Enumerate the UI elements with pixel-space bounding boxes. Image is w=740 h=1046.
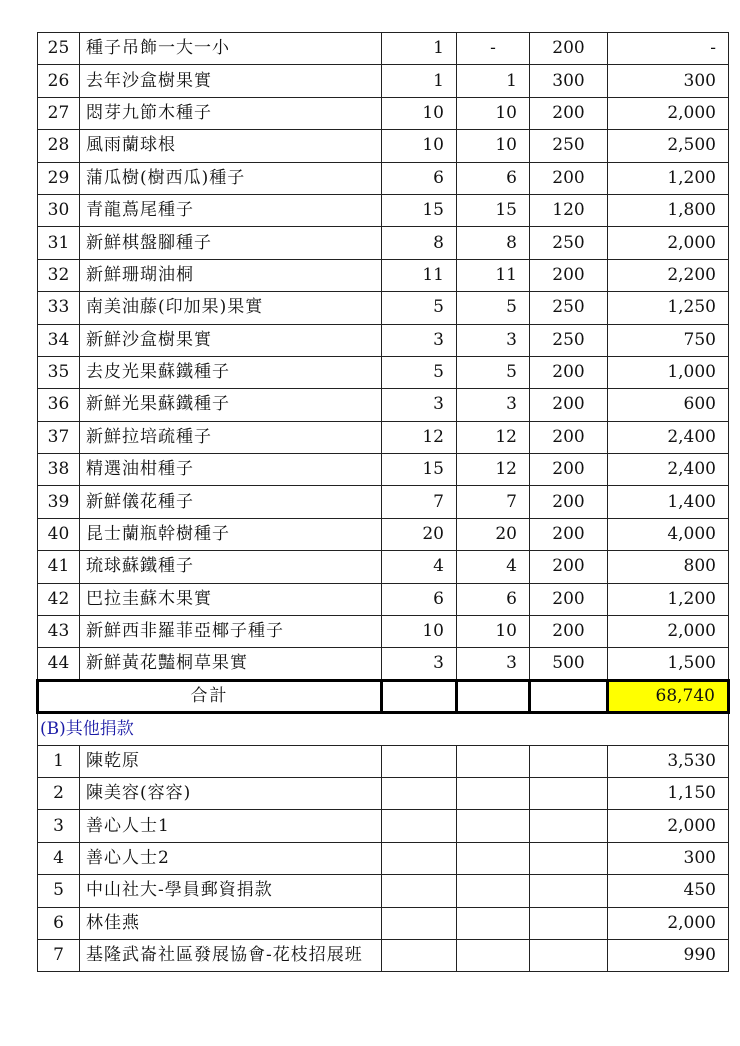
donation-amount: 2,000 — [608, 810, 729, 842]
unit-price: 200 — [530, 356, 608, 388]
unit-price: 200 — [530, 421, 608, 453]
item-name: 新鮮拉培疏種子 — [80, 421, 382, 453]
table-row — [38, 227, 729, 259]
amount: 2,400 — [608, 421, 729, 453]
item-name: 新鮮棋盤腳種子 — [80, 227, 382, 259]
row-number: 26 — [38, 65, 80, 97]
item-name: 新鮮光果蘇鐵種子 — [80, 389, 382, 421]
item-name: 新鮮儀花種子 — [80, 486, 382, 518]
quantity-1: 12 — [382, 421, 457, 453]
empty-cell — [457, 875, 530, 907]
unit-price: 200 — [530, 259, 608, 291]
empty-cell — [382, 875, 457, 907]
empty-cell — [457, 810, 530, 842]
unit-price: 250 — [530, 292, 608, 324]
section-b-title: (B)其他捐款 — [38, 713, 729, 745]
donor-name: 陳美容(容容) — [80, 777, 382, 809]
unit-price: 200 — [530, 616, 608, 648]
empty-cell — [382, 842, 457, 874]
row-number: 37 — [38, 421, 80, 453]
donation-number: 3 — [38, 810, 80, 842]
donation-amount: 2,000 — [608, 907, 729, 939]
amount: 2,400 — [608, 454, 729, 486]
quantity-1: 10 — [382, 616, 457, 648]
donor-name: 善心人士2 — [80, 842, 382, 874]
item-name: 精選油柑種子 — [80, 454, 382, 486]
table-row — [38, 486, 729, 518]
item-name: 新鮮珊瑚油桐 — [80, 259, 382, 291]
amount: 2,000 — [608, 616, 729, 648]
amount: 1,500 — [608, 648, 729, 680]
unit-price: 200 — [530, 33, 608, 65]
total-empty-cell — [457, 680, 530, 712]
empty-cell — [457, 907, 530, 939]
row-number: 44 — [38, 648, 80, 680]
row-number: 25 — [38, 33, 80, 65]
quantity-1: 20 — [382, 518, 457, 550]
row-number: 34 — [38, 324, 80, 356]
quantity-1: 5 — [382, 356, 457, 388]
row-number: 36 — [38, 389, 80, 421]
unit-price: 200 — [530, 518, 608, 550]
row-number: 38 — [38, 454, 80, 486]
unit-price: 120 — [530, 194, 608, 226]
unit-price: 200 — [530, 454, 608, 486]
item-name: 風雨蘭球根 — [80, 130, 382, 162]
quantity-1: 15 — [382, 454, 457, 486]
empty-cell — [530, 777, 608, 809]
empty-cell — [382, 939, 457, 971]
table-row — [38, 33, 729, 65]
quantity-2: 1 — [457, 65, 530, 97]
unit-price: 200 — [530, 97, 608, 129]
amount: 1,400 — [608, 486, 729, 518]
total-section — [38, 680, 729, 745]
total-empty-cell — [382, 680, 457, 712]
donation-rows — [38, 745, 729, 972]
unit-price: 250 — [530, 227, 608, 259]
total-amount: 68,740 — [608, 680, 729, 712]
amount: 300 — [608, 65, 729, 97]
row-number: 42 — [38, 583, 80, 615]
table-row — [38, 194, 729, 226]
quantity-2: 10 — [457, 97, 530, 129]
amount: 2,500 — [608, 130, 729, 162]
amount: 1,200 — [608, 583, 729, 615]
quantity-2: 6 — [457, 162, 530, 194]
donation-number: 2 — [38, 777, 80, 809]
table-row — [38, 97, 729, 129]
amount: 4,000 — [608, 518, 729, 550]
item-rows — [38, 33, 729, 681]
table-row — [38, 130, 729, 162]
quantity-2: 11 — [457, 259, 530, 291]
item-name: 青龍蔦尾種子 — [80, 194, 382, 226]
donation-row — [38, 842, 729, 874]
total-label: 合計 — [38, 680, 382, 712]
item-name: 種子吊飾一大一小 — [80, 33, 382, 65]
donation-number: 7 — [38, 939, 80, 971]
sales-table — [36, 32, 730, 972]
donation-number: 1 — [38, 745, 80, 777]
item-name: 蒲瓜樹(樹西瓜)種子 — [80, 162, 382, 194]
quantity-2: 3 — [457, 648, 530, 680]
table-row — [38, 454, 729, 486]
row-number: 31 — [38, 227, 80, 259]
item-name: 去皮光果蘇鐵種子 — [80, 356, 382, 388]
quantity-1: 6 — [382, 583, 457, 615]
row-number: 43 — [38, 616, 80, 648]
quantity-2: - — [457, 33, 530, 65]
table-row — [38, 421, 729, 453]
donation-number: 5 — [38, 875, 80, 907]
table-row — [38, 65, 729, 97]
donor-name: 善心人士1 — [80, 810, 382, 842]
quantity-2: 4 — [457, 551, 530, 583]
section-b-header-row — [38, 713, 729, 745]
quantity-2: 3 — [457, 324, 530, 356]
amount: 1,000 — [608, 356, 729, 388]
quantity-2: 10 — [457, 616, 530, 648]
donation-row — [38, 875, 729, 907]
empty-cell — [530, 745, 608, 777]
table-row — [38, 259, 729, 291]
unit-price: 250 — [530, 324, 608, 356]
item-name: 去年沙盒樹果實 — [80, 65, 382, 97]
table-row — [38, 616, 729, 648]
table-row — [38, 518, 729, 550]
empty-cell — [457, 842, 530, 874]
donation-row — [38, 810, 729, 842]
quantity-2: 3 — [457, 389, 530, 421]
unit-price: 200 — [530, 389, 608, 421]
empty-cell — [457, 745, 530, 777]
table-row — [38, 389, 729, 421]
empty-cell — [382, 777, 457, 809]
amount: 800 — [608, 551, 729, 583]
row-number: 40 — [38, 518, 80, 550]
row-number: 27 — [38, 97, 80, 129]
amount: 600 — [608, 389, 729, 421]
quantity-2: 7 — [457, 486, 530, 518]
empty-cell — [530, 939, 608, 971]
unit-price: 200 — [530, 551, 608, 583]
item-name: 新鮮黃花豔桐草果實 — [80, 648, 382, 680]
table-row — [38, 292, 729, 324]
donation-row — [38, 907, 729, 939]
empty-cell — [530, 810, 608, 842]
row-number: 28 — [38, 130, 80, 162]
donation-amount: 1,150 — [608, 777, 729, 809]
amount: 1,250 — [608, 292, 729, 324]
total-row — [38, 680, 729, 712]
quantity-1: 3 — [382, 324, 457, 356]
row-number: 32 — [38, 259, 80, 291]
donor-name: 林佳燕 — [80, 907, 382, 939]
table-row — [38, 356, 729, 388]
amount: 750 — [608, 324, 729, 356]
quantity-2: 8 — [457, 227, 530, 259]
donation-row — [38, 745, 729, 777]
empty-cell — [530, 907, 608, 939]
quantity-2: 15 — [457, 194, 530, 226]
quantity-2: 5 — [457, 356, 530, 388]
item-name: 南美油藤(印加果)果實 — [80, 292, 382, 324]
quantity-1: 11 — [382, 259, 457, 291]
table-row — [38, 324, 729, 356]
unit-price: 250 — [530, 130, 608, 162]
quantity-1: 6 — [382, 162, 457, 194]
quantity-1: 1 — [382, 65, 457, 97]
amount: 2,000 — [608, 97, 729, 129]
unit-price: 500 — [530, 648, 608, 680]
quantity-1: 1 — [382, 33, 457, 65]
donation-row — [38, 939, 729, 971]
quantity-1: 8 — [382, 227, 457, 259]
donation-row — [38, 777, 729, 809]
quantity-1: 15 — [382, 194, 457, 226]
donor-name: 陳乾原 — [80, 745, 382, 777]
empty-cell — [382, 810, 457, 842]
donor-name: 中山社大-學員郵資捐款 — [80, 875, 382, 907]
table-row — [38, 648, 729, 680]
donation-amount: 300 — [608, 842, 729, 874]
empty-cell — [457, 777, 530, 809]
quantity-1: 10 — [382, 97, 457, 129]
amount: 1,200 — [608, 162, 729, 194]
quantity-1: 4 — [382, 551, 457, 583]
row-number: 33 — [38, 292, 80, 324]
quantity-1: 7 — [382, 486, 457, 518]
row-number: 30 — [38, 194, 80, 226]
amount: 1,800 — [608, 194, 729, 226]
row-number: 29 — [38, 162, 80, 194]
unit-price: 200 — [530, 486, 608, 518]
table-row — [38, 551, 729, 583]
item-name: 昆士蘭瓶幹樹種子 — [80, 518, 382, 550]
quantity-1: 3 — [382, 648, 457, 680]
quantity-1: 10 — [382, 130, 457, 162]
donation-amount: 450 — [608, 875, 729, 907]
quantity-2: 12 — [457, 454, 530, 486]
item-name: 巴拉圭蘇木果實 — [80, 583, 382, 615]
unit-price: 200 — [530, 583, 608, 615]
donation-number: 6 — [38, 907, 80, 939]
row-number: 41 — [38, 551, 80, 583]
quantity-1: 5 — [382, 292, 457, 324]
unit-price: 300 — [530, 65, 608, 97]
empty-cell — [382, 907, 457, 939]
amount: 2,200 — [608, 259, 729, 291]
donation-amount: 3,530 — [608, 745, 729, 777]
total-empty-cell — [530, 680, 608, 712]
quantity-2: 12 — [457, 421, 530, 453]
item-name: 新鮮西非羅菲亞椰子種子 — [80, 616, 382, 648]
quantity-2: 6 — [457, 583, 530, 615]
item-name: 悶芽九節木種子 — [80, 97, 382, 129]
quantity-2: 20 — [457, 518, 530, 550]
quantity-2: 5 — [457, 292, 530, 324]
donation-amount: 990 — [608, 939, 729, 971]
amount: - — [608, 33, 729, 65]
item-name: 琉球蘇鐵種子 — [80, 551, 382, 583]
empty-cell — [457, 939, 530, 971]
quantity-1: 3 — [382, 389, 457, 421]
empty-cell — [530, 875, 608, 907]
donor-name: 基隆武崙社區發展協會-花枝招展班 — [80, 939, 382, 971]
unit-price: 200 — [530, 162, 608, 194]
item-name: 新鮮沙盒樹果實 — [80, 324, 382, 356]
quantity-2: 10 — [457, 130, 530, 162]
table-row — [38, 583, 729, 615]
table-row — [38, 162, 729, 194]
row-number: 35 — [38, 356, 80, 388]
amount: 2,000 — [608, 227, 729, 259]
row-number: 39 — [38, 486, 80, 518]
empty-cell — [382, 745, 457, 777]
donation-number: 4 — [38, 842, 80, 874]
empty-cell — [530, 842, 608, 874]
